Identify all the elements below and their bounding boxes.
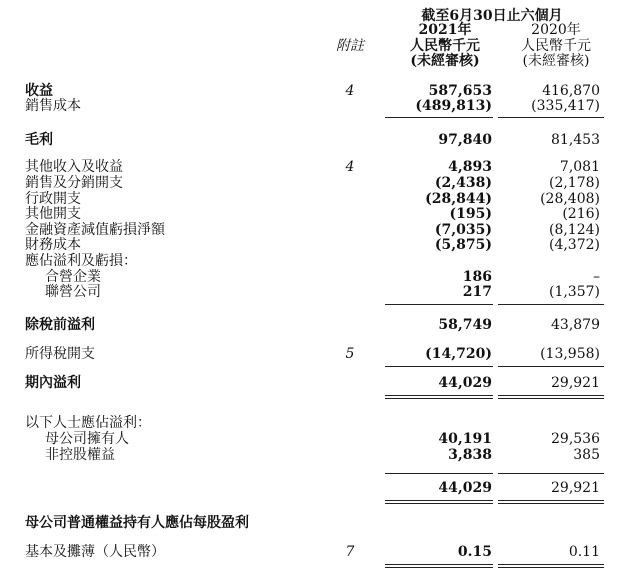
row-value-2021: 40,191 xyxy=(438,431,492,447)
row-note: 7 xyxy=(345,544,355,560)
double-rule-eps-2020-b xyxy=(498,567,604,568)
double-rule-attributable-2021-a xyxy=(385,500,493,501)
row-label: 除稅前溢利 xyxy=(25,317,95,333)
rule-income-tax-2020 xyxy=(498,366,604,367)
row-label: 金融資產減值虧損淨額 xyxy=(25,222,165,238)
statement-row-revenue xyxy=(0,84,626,99)
audit-2021-header: (未經審核) xyxy=(410,53,480,69)
rule-cost-of-sales-2021 xyxy=(385,117,493,118)
double-rule-attributable-2020-b xyxy=(498,503,604,504)
statement-row-non-controlling xyxy=(0,448,626,463)
row-value-2021: 186 xyxy=(462,269,492,285)
row-note: 5 xyxy=(345,346,355,362)
double-rule-profit-2021-a xyxy=(385,395,493,396)
double-rule-profit-2020-a xyxy=(498,395,604,396)
row-label: 銷售成本 xyxy=(25,98,81,114)
rule-income-tax-2021 xyxy=(385,366,493,367)
row-value-2020: 43,879 xyxy=(551,317,600,333)
statement-row-profit-before-tax xyxy=(0,318,626,333)
rule-associates-2021 xyxy=(385,304,493,305)
row-value-2021: (14,720) xyxy=(425,346,492,362)
statement-row-attributable-total xyxy=(0,481,626,496)
row-value-2020: 7,081 xyxy=(559,159,600,175)
row-value-2021: 217 xyxy=(462,284,492,300)
statement-row-profit-for-period xyxy=(0,376,626,391)
double-rule-attributable-2021-b xyxy=(385,503,493,504)
rule-attributable-top-2021 xyxy=(385,473,493,474)
row-value-2021: (28,844) xyxy=(425,191,492,207)
row-label: 合營企業 xyxy=(45,269,101,285)
double-rule-attributable-2020-a xyxy=(498,500,604,501)
row-value-2021: (489,813) xyxy=(415,98,492,114)
double-rule-profit-2021-b xyxy=(385,398,493,399)
row-value-2021: 0.15 xyxy=(457,544,492,560)
statement-row-impairment xyxy=(0,223,626,238)
row-value-2021: 44,029 xyxy=(438,375,492,391)
statement-row-income-tax xyxy=(0,347,626,362)
period-header: 截至6月30日止六個月 xyxy=(421,8,563,24)
row-value-2020: (216) xyxy=(562,206,600,222)
statement-row-selling-expenses xyxy=(0,176,626,191)
statement-row-other-expenses xyxy=(0,207,626,222)
rule-attributable-top-2020 xyxy=(498,473,604,474)
row-label: 母公司擁有人 xyxy=(45,431,129,447)
row-label: 母公司普通權益持有人應佔每股盈利 xyxy=(25,515,249,531)
year-2021-header: 2021年 xyxy=(418,22,472,38)
row-value-2021: 3,838 xyxy=(448,447,492,463)
statement-row-other-income xyxy=(0,160,626,175)
statement-row-finance-costs xyxy=(0,238,626,253)
row-label: 應佔溢利及虧損： xyxy=(25,253,137,269)
row-label: 以下人士應佔溢利： xyxy=(25,415,151,431)
row-value-2021: (2,438) xyxy=(434,175,492,191)
row-value-2021: 58,749 xyxy=(438,317,492,333)
row-label: 收益 xyxy=(25,83,53,99)
row-label: 其他開支 xyxy=(25,206,81,222)
row-value-2021: 44,029 xyxy=(438,480,492,496)
row-value-2020: (335,417) xyxy=(531,98,600,114)
audit-2020-header: (未經審核) xyxy=(522,53,590,69)
statement-row-eps-heading xyxy=(0,516,626,531)
row-value-2021: (5,875) xyxy=(434,237,492,253)
row-value-2020: (28,408) xyxy=(540,191,600,207)
row-value-2020: (4,372) xyxy=(548,237,600,253)
row-note: 4 xyxy=(345,159,355,175)
rule-cost-of-sales-2020 xyxy=(498,117,604,118)
row-label: 期內溢利 xyxy=(25,375,81,391)
row-label: 銷售及分銷開支 xyxy=(25,175,123,191)
statement-row-cost-of-sales xyxy=(0,99,626,114)
year-2020-header: 2020年 xyxy=(531,22,581,38)
row-value-2020: 385 xyxy=(573,447,600,463)
row-value-2021: 97,840 xyxy=(438,132,492,148)
row-value-2021: 587,653 xyxy=(428,83,492,99)
row-value-2020: (1,357) xyxy=(548,284,600,300)
row-label: 基本及攤薄（人民幣） xyxy=(25,544,165,560)
statement-row-associates xyxy=(0,285,626,300)
statement-row-attributable-to xyxy=(0,416,626,431)
row-label: 所得稅開支 xyxy=(25,346,95,362)
row-value-2020: (8,124) xyxy=(548,222,600,238)
double-rule-eps-2021-b xyxy=(385,567,493,568)
row-value-2020: 0.11 xyxy=(568,544,600,560)
row-label: 非控股權益 xyxy=(45,447,115,463)
double-rule-profit-2020-b xyxy=(498,398,604,399)
row-value-2020: (2,178) xyxy=(548,175,600,191)
rule-associates-2020 xyxy=(498,304,604,305)
statement-row-admin-expenses xyxy=(0,192,626,207)
row-value-2021: (7,035) xyxy=(434,222,492,238)
row-label: 毛利 xyxy=(25,132,53,148)
statement-row-share-of-profits xyxy=(0,254,626,269)
double-rule-eps-2021-a xyxy=(385,564,493,565)
row-value-2020: 416,870 xyxy=(542,83,600,99)
row-value-2021: (195) xyxy=(449,206,492,222)
note-column-header: 附註 xyxy=(336,38,364,54)
row-note: 4 xyxy=(345,83,355,99)
row-value-2020: (13,958) xyxy=(540,346,600,362)
row-label: 聯營公司 xyxy=(45,284,101,300)
statement-row-gross-profit xyxy=(0,133,626,148)
statement-row-eps-basic-diluted xyxy=(0,545,626,560)
row-label: 財務成本 xyxy=(25,237,81,253)
statement-row-owners-of-parent xyxy=(0,432,626,447)
row-value-2020: 29,921 xyxy=(551,375,600,391)
unit-2021-header: 人民幣千元 xyxy=(410,38,480,54)
unit-2020-header: 人民幣千元 xyxy=(521,38,591,54)
row-label: 行政開支 xyxy=(25,191,81,207)
row-label: 其他收入及收益 xyxy=(25,159,123,175)
row-value-2020: 81,453 xyxy=(551,132,600,148)
statement-row-joint-ventures xyxy=(0,270,626,285)
row-value-2020: – xyxy=(593,269,600,285)
row-value-2020: 29,536 xyxy=(551,431,600,447)
double-rule-eps-2020-a xyxy=(498,564,604,565)
row-value-2020: 29,921 xyxy=(551,480,600,496)
row-value-2021: 4,893 xyxy=(448,159,492,175)
